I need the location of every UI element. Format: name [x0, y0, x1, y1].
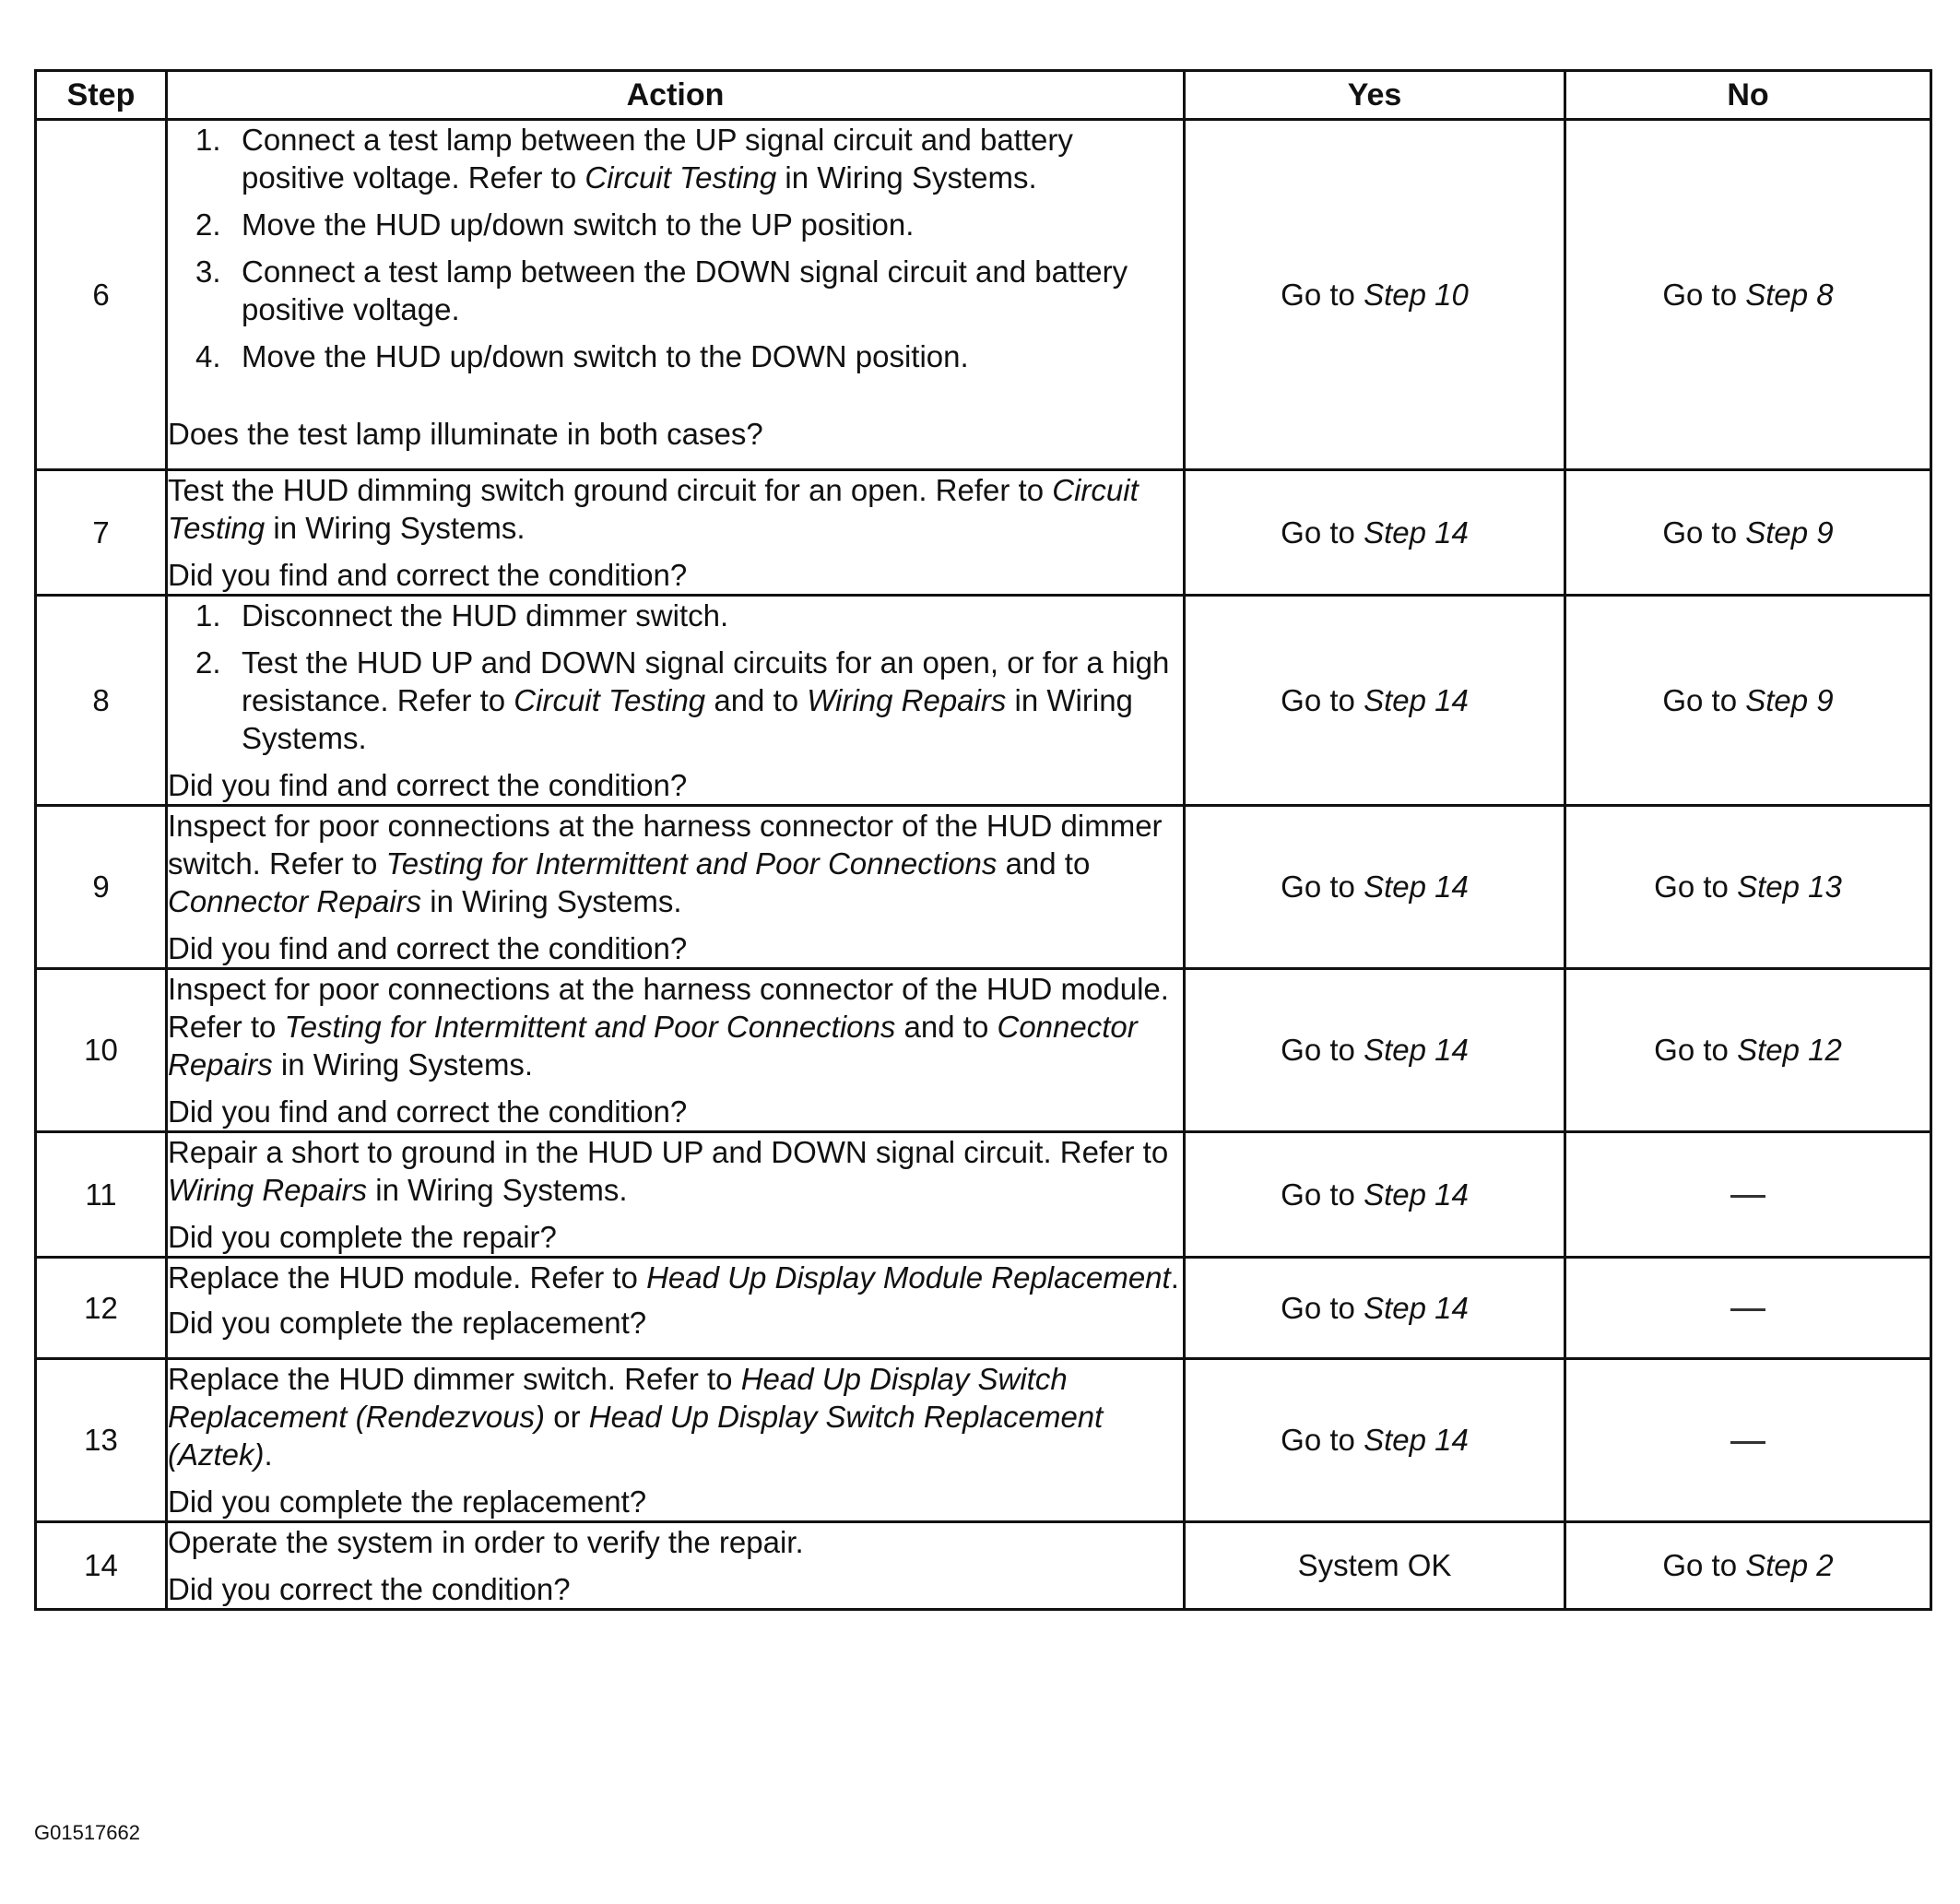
yes-outcome	[1185, 1258, 1565, 1359]
table-row	[36, 1359, 1931, 1522]
action-text-segment: in Wiring Systems.	[776, 160, 1037, 195]
action-text-segment: in Wiring Systems.	[242, 683, 1133, 755]
step-reference: Step 14	[1364, 1423, 1469, 1457]
outcome-text: Go to	[1662, 277, 1746, 312]
action-step-item	[168, 337, 1183, 375]
reference-link-text: Connector Repairs	[168, 884, 422, 918]
not-applicable-dash	[1730, 1308, 1765, 1311]
action-question: Did you find and correct the condition?	[168, 558, 688, 592]
table-row	[36, 806, 1931, 969]
action-cell	[167, 806, 1185, 969]
reference-link-text: Head Up Display Switch Replacement (Aztek)	[168, 1400, 1104, 1472]
header-yes: Yes	[1185, 71, 1565, 120]
table-row	[36, 470, 1931, 596]
action-instruction	[168, 970, 1183, 1083]
outcome-text: Go to	[1281, 869, 1364, 904]
action-instruction	[168, 807, 1183, 920]
outcome-text: Go to	[1654, 869, 1738, 904]
action-step-item	[168, 644, 1183, 757]
table-row	[36, 120, 1931, 470]
action-step-number: 1.	[195, 123, 221, 157]
step-number: 10	[36, 969, 167, 1132]
no-outcome	[1565, 969, 1931, 1132]
diagnostic-table	[34, 69, 1932, 1611]
action-question: Did you find and correct the condition?	[168, 931, 688, 965]
action-question: Did you find and correct the condition?	[168, 1094, 688, 1129]
action-question: Did you complete the replacement?	[168, 1306, 647, 1340]
header-action: Action	[167, 71, 1185, 120]
yes-outcome	[1185, 806, 1565, 969]
no-outcome	[1565, 1522, 1931, 1610]
action-cell	[167, 1522, 1185, 1610]
action-text-segment: Move the HUD up/down switch to the UP position.	[242, 207, 915, 242]
reference-link-text: Circuit Testing	[514, 683, 706, 717]
action-steps-list	[168, 121, 1183, 375]
action-instruction	[168, 471, 1183, 547]
outcome-text: Go to	[1281, 1290, 1364, 1325]
no-outcome	[1565, 806, 1931, 969]
step-reference: Step 14	[1364, 1177, 1469, 1212]
action-question: Did you complete the replacement?	[168, 1484, 647, 1519]
action-text-segment: Repair a short to ground in the HUD UP and DOWN signal circuit. Refer to	[168, 1135, 1169, 1169]
diagnostic-table-container	[34, 69, 1930, 1611]
no-outcome	[1565, 1359, 1931, 1522]
action-instruction	[168, 1523, 1183, 1561]
action-text-segment: Operate the system in order to verify the repair.	[168, 1525, 804, 1559]
reference-link-text: Testing for Intermittent and Poor Connections	[284, 1010, 896, 1044]
action-text-segment: in Wiring Systems.	[265, 511, 525, 545]
no-outcome	[1565, 120, 1931, 470]
yes-outcome	[1185, 969, 1565, 1132]
outcome-text: Go to	[1281, 514, 1364, 550]
action-text-segment: in Wiring Systems.	[272, 1047, 534, 1082]
action-cell	[167, 1258, 1185, 1359]
step-reference: Step 9	[1745, 682, 1834, 717]
action-text-segment: and to	[705, 683, 808, 717]
yes-outcome	[1185, 1522, 1565, 1610]
step-reference: Step 9	[1745, 514, 1834, 550]
action-text-segment: in Wiring Systems.	[421, 884, 682, 918]
reference-link-text: Connector Repairs	[168, 1010, 1138, 1082]
yes-outcome	[1185, 1132, 1565, 1258]
action-cell	[167, 470, 1185, 596]
outcome-text: System OK	[1297, 1548, 1452, 1582]
yes-outcome	[1185, 1359, 1565, 1522]
action-step-item	[168, 597, 1183, 634]
step-number: 9	[36, 806, 167, 969]
not-applicable-dash	[1730, 1195, 1765, 1198]
action-text-segment: Connect a test lamp between the UP signal circuit and battery positive voltage. Refer to	[242, 123, 1073, 195]
action-text-segment: Disconnect the HUD dimmer switch.	[242, 598, 729, 633]
outcome-text: Go to	[1281, 1423, 1364, 1457]
outcome-text: Go to	[1662, 1548, 1746, 1582]
action-text-segment: Test the HUD UP and DOWN signal circuits for an open, or for a high resistance. Refer to	[242, 645, 1170, 717]
figure-id: G01517662	[34, 1821, 140, 1844]
action-text-segment: Inspect for poor connections at the harness connector of the HUD dimmer switch. Refer to	[168, 809, 1163, 881]
action-text-segment: Replace the HUD module. Refer to	[168, 1260, 647, 1295]
action-cell	[167, 1132, 1185, 1258]
action-step-number: 2.	[195, 645, 221, 680]
step-reference: Step 14	[1364, 682, 1469, 717]
action-text-segment: and to	[997, 846, 1091, 881]
yes-outcome	[1185, 596, 1565, 806]
reference-link-text: Testing for Intermittent and Poor Connections	[385, 846, 998, 881]
outcome-text: Go to	[1662, 682, 1746, 717]
action-text-segment: Move the HUD up/down switch to the DOWN position.	[242, 339, 969, 373]
action-step-number: 2.	[195, 207, 221, 242]
outcome-text: Go to	[1281, 1033, 1364, 1067]
action-step-number: 3.	[195, 254, 221, 289]
table-row	[36, 1132, 1931, 1258]
action-cell	[167, 596, 1185, 806]
action-step-number: 4.	[195, 339, 221, 373]
action-step-item	[168, 121, 1183, 196]
step-number: 12	[36, 1258, 167, 1359]
outcome-text: Go to	[1281, 682, 1364, 717]
step-reference: Step 14	[1364, 1033, 1469, 1067]
step-reference: Step 14	[1364, 1290, 1469, 1325]
action-instruction	[168, 1360, 1183, 1473]
action-question: Did you complete the repair?	[168, 1220, 557, 1254]
action-text-segment: and to	[895, 1010, 998, 1044]
step-reference: Step 8	[1745, 277, 1834, 312]
action-steps-list	[168, 597, 1183, 757]
action-question: Does the test lamp illuminate in both cases?	[168, 417, 763, 451]
outcome-text: Go to	[1281, 1177, 1364, 1212]
step-number: 6	[36, 120, 167, 470]
reference-link-text: Wiring Repairs	[168, 1173, 368, 1207]
step-reference: Step 14	[1364, 869, 1469, 904]
step-number: 14	[36, 1522, 167, 1610]
action-text-segment: .	[264, 1437, 273, 1472]
yes-outcome	[1185, 470, 1565, 596]
reference-link-text: Head Up Display Switch Replacement (Rendezvous)	[168, 1362, 1068, 1434]
table-row	[36, 1258, 1931, 1359]
table-header-row	[36, 71, 1931, 120]
action-step-item	[168, 206, 1183, 243]
outcome-text: Go to	[1654, 1033, 1738, 1067]
no-outcome	[1565, 596, 1931, 806]
action-text-segment: or	[545, 1400, 589, 1434]
step-reference: Step 2	[1745, 1548, 1834, 1582]
header-step: Step	[36, 71, 167, 120]
table-row	[36, 596, 1931, 806]
action-cell	[167, 120, 1185, 470]
action-step-item	[168, 253, 1183, 328]
step-reference: Step 10	[1364, 277, 1469, 312]
action-text-segment: Test the HUD dimming switch ground circuit for an open. Refer to	[168, 473, 1053, 507]
action-instruction	[168, 1259, 1183, 1296]
step-number: 11	[36, 1132, 167, 1258]
reference-link-text: Circuit Testing	[168, 473, 1139, 545]
step-reference: Step 13	[1737, 869, 1842, 904]
table-body	[36, 120, 1931, 1610]
action-instruction	[168, 1133, 1183, 1209]
action-question: Did you correct the condition?	[168, 1572, 571, 1606]
action-text-segment: in Wiring Systems.	[367, 1173, 628, 1207]
table-row	[36, 969, 1931, 1132]
step-reference: Step 12	[1737, 1033, 1842, 1067]
action-cell	[167, 969, 1185, 1132]
reference-link-text: Circuit Testing	[584, 160, 777, 195]
reference-link-text: Wiring Repairs	[807, 683, 1007, 717]
reference-link-text: Head Up Display Module Replacement	[646, 1260, 1171, 1295]
no-outcome	[1565, 1132, 1931, 1258]
no-outcome	[1565, 1258, 1931, 1359]
action-cell	[167, 1359, 1185, 1522]
step-number: 13	[36, 1359, 167, 1522]
action-step-number: 1.	[195, 598, 221, 633]
table-row	[36, 1522, 1931, 1610]
header-no: No	[1565, 71, 1931, 120]
yes-outcome	[1185, 120, 1565, 470]
not-applicable-dash	[1730, 1441, 1765, 1444]
action-text-segment: Connect a test lamp between the DOWN signal circuit and battery positive voltage.	[242, 254, 1128, 326]
step-number: 7	[36, 470, 167, 596]
action-text-segment: .	[1170, 1260, 1179, 1295]
outcome-text: Go to	[1281, 277, 1364, 312]
step-number: 8	[36, 596, 167, 806]
action-text-segment: Inspect for poor connections at the harness connector of the HUD module. Refer to	[168, 972, 1169, 1044]
action-text-segment: Replace the HUD dimmer switch. Refer to	[168, 1362, 741, 1396]
outcome-text: Go to	[1662, 514, 1746, 550]
action-question: Did you find and correct the condition?	[168, 768, 688, 802]
step-reference: Step 14	[1364, 514, 1469, 550]
no-outcome	[1565, 470, 1931, 596]
